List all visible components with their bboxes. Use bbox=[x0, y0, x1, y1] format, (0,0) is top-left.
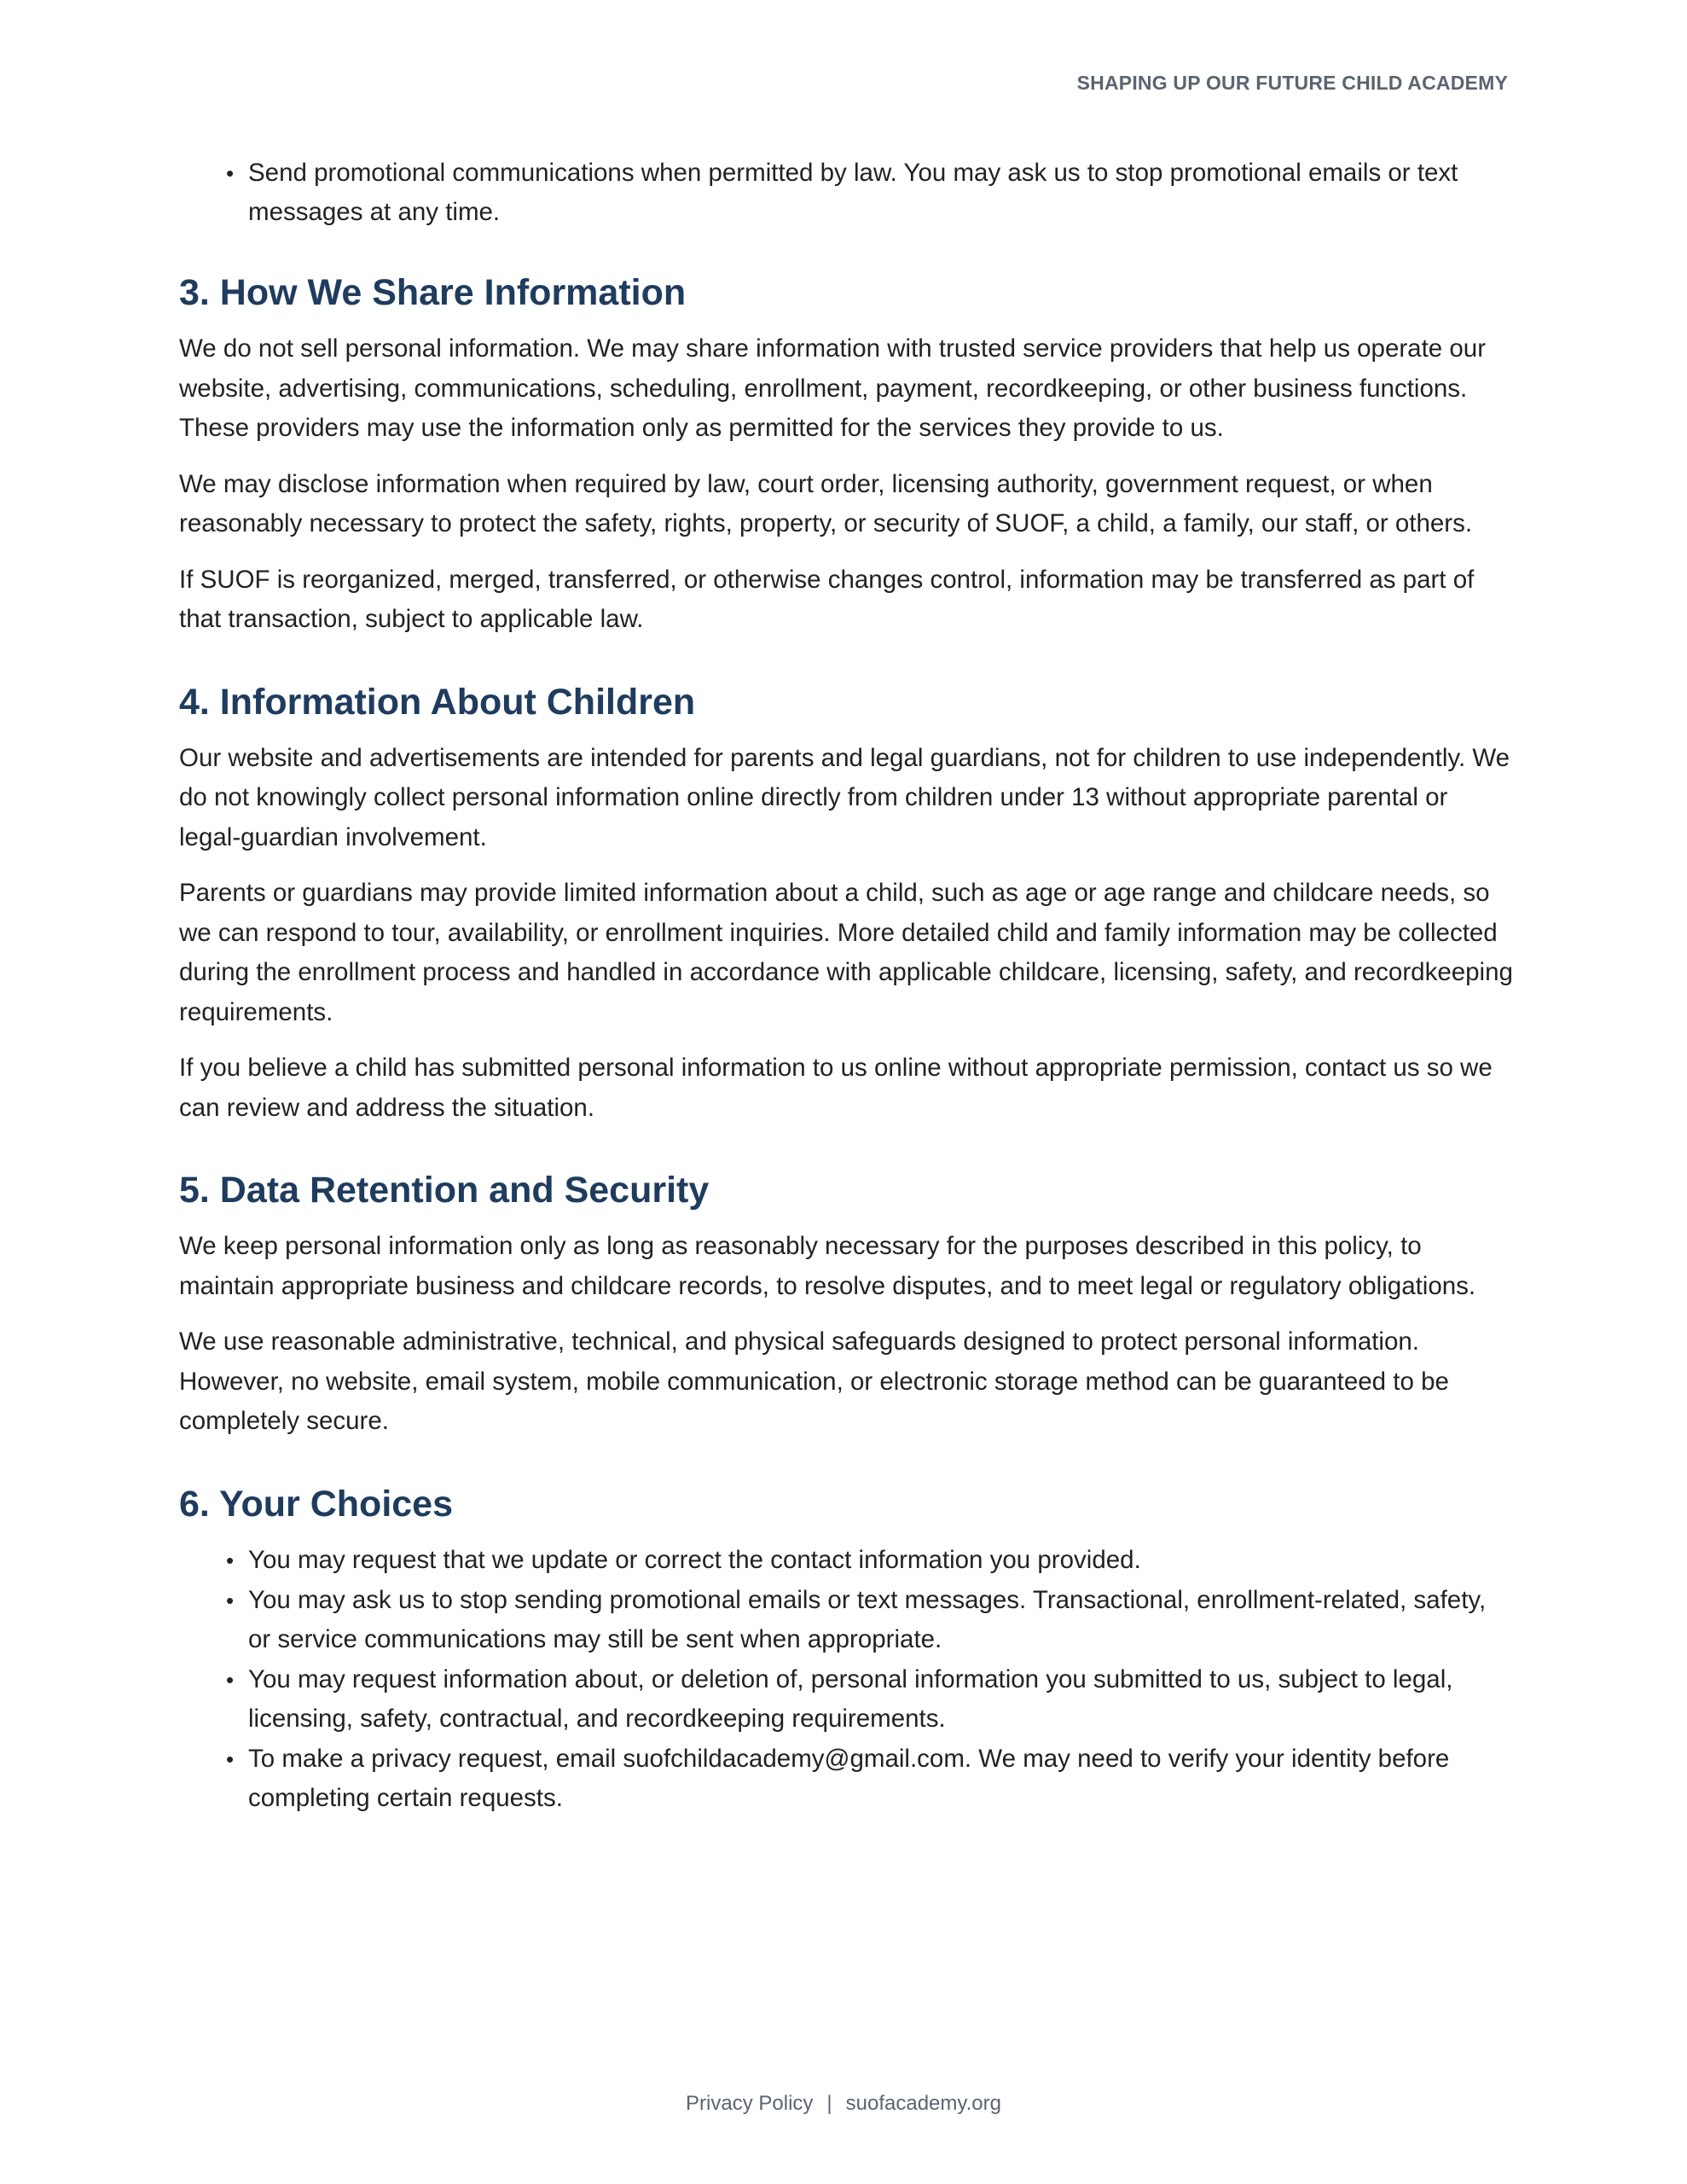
paragraph: We may disclose information when required by law, court order, licensing authority, government request, or when reasonably necessary to protect the safety, rights, property, or security of SUOF, a child, a family, our staff, or others. bbox=[179, 469, 1473, 537]
section-your-choices bbox=[179, 1481, 1514, 1818]
section-heading: 5. Data Retention and Security bbox=[179, 1170, 710, 1211]
list-item: • You may request that we update or correct the contact information you provided. bbox=[179, 1541, 1514, 1580]
page-content bbox=[179, 154, 1514, 1819]
section-heading: 6. Your Choices bbox=[179, 1483, 454, 1525]
paragraph: If SUOF is reorganized, merged, transferred, or otherwise changes control, information may be transferred as part of that transaction, subject to applicable law. bbox=[179, 565, 1475, 633]
paragraph: We do not sell personal information. We may share information with trusted service providers that help us operate our website, advertising, communications, scheduling, enrollment, payment, recordkeeping, or other business functions. These providers may use the information only as permitted for the services they provide to us. bbox=[179, 334, 1487, 442]
running-header: SHAPING UP OUR FUTURE CHILD ACADEMY bbox=[1076, 72, 1508, 94]
list-item: • Send promotional communications when permitted by law. You may ask us to stop promotional emails or text messages at any time. bbox=[179, 154, 1514, 232]
footer-separator: | bbox=[826, 2092, 832, 2115]
list-item: • You may request information about, or deletion of, personal information you submitted to us, subject to legal, licensing, safety, contractual, and recordkeeping requirements. bbox=[179, 1660, 1514, 1739]
paragraph: We use reasonable administrative, technical, and physical safeguards designed to protect personal information. However, no website, email system, mobile communication, or electronic storage method can be guaranteed to be completely secure. bbox=[179, 1327, 1449, 1435]
bullet-icon: • bbox=[226, 1587, 235, 1613]
paragraph: Parents or guardians may provide limited information about a child, such as age or age range and childcare needs, so we can respond to tour, availability, or enrollment inquiries. More detailed child and family information may be collected during the enrollment process and handled in accordance with applicable childcare, licensing, safety, and recordkeeping requirements. bbox=[179, 879, 1513, 1026]
section-retention-security bbox=[179, 1167, 1514, 1442]
section-heading: 4. Information About Children bbox=[179, 681, 696, 723]
footer-doc-name: Privacy Policy bbox=[686, 2092, 814, 2115]
intro-bullet-list bbox=[179, 154, 1514, 232]
bullet-icon: • bbox=[226, 1745, 235, 1772]
section-how-we-share bbox=[179, 270, 1514, 640]
paragraph: If you believe a child has submitted personal information to us online without appropriate permission, contact us so we can review and address the situation. bbox=[179, 1054, 1493, 1122]
choices-bullet-list bbox=[179, 1541, 1514, 1818]
bullet-icon: • bbox=[226, 1547, 235, 1573]
list-item: • To make a privacy request, email suofchildacademy@gmail.com. We may need to verify your identity before completing certain requests. bbox=[179, 1740, 1514, 1818]
bullet-icon: • bbox=[226, 160, 235, 186]
paragraph: Our website and advertisements are intended for parents and legal guardians, not for children to use independently. We do not knowingly collect personal information online directly from children under 13 without appropriate parental or legal-guardian involvement. bbox=[179, 743, 1510, 851]
section-heading: 3. How We Share Information bbox=[179, 272, 687, 313]
paragraph: We keep personal information only as long as reasonably necessary for the purposes described in this policy, to maintain appropriate business and childcare records, to resolve disputes, and to meet legal or regulatory obligations. bbox=[179, 1232, 1476, 1300]
section-children bbox=[179, 679, 1514, 1129]
footer-site-link[interactable]: suofacademy.org bbox=[845, 2092, 1001, 2115]
page-footer bbox=[0, 2092, 1687, 2116]
bullet-icon: • bbox=[226, 1666, 235, 1693]
list-item: • You may ask us to stop sending promotional emails or text messages. Transactional, enrollment-related, safety, or service communications may still be sent when appropriate. bbox=[179, 1581, 1514, 1659]
